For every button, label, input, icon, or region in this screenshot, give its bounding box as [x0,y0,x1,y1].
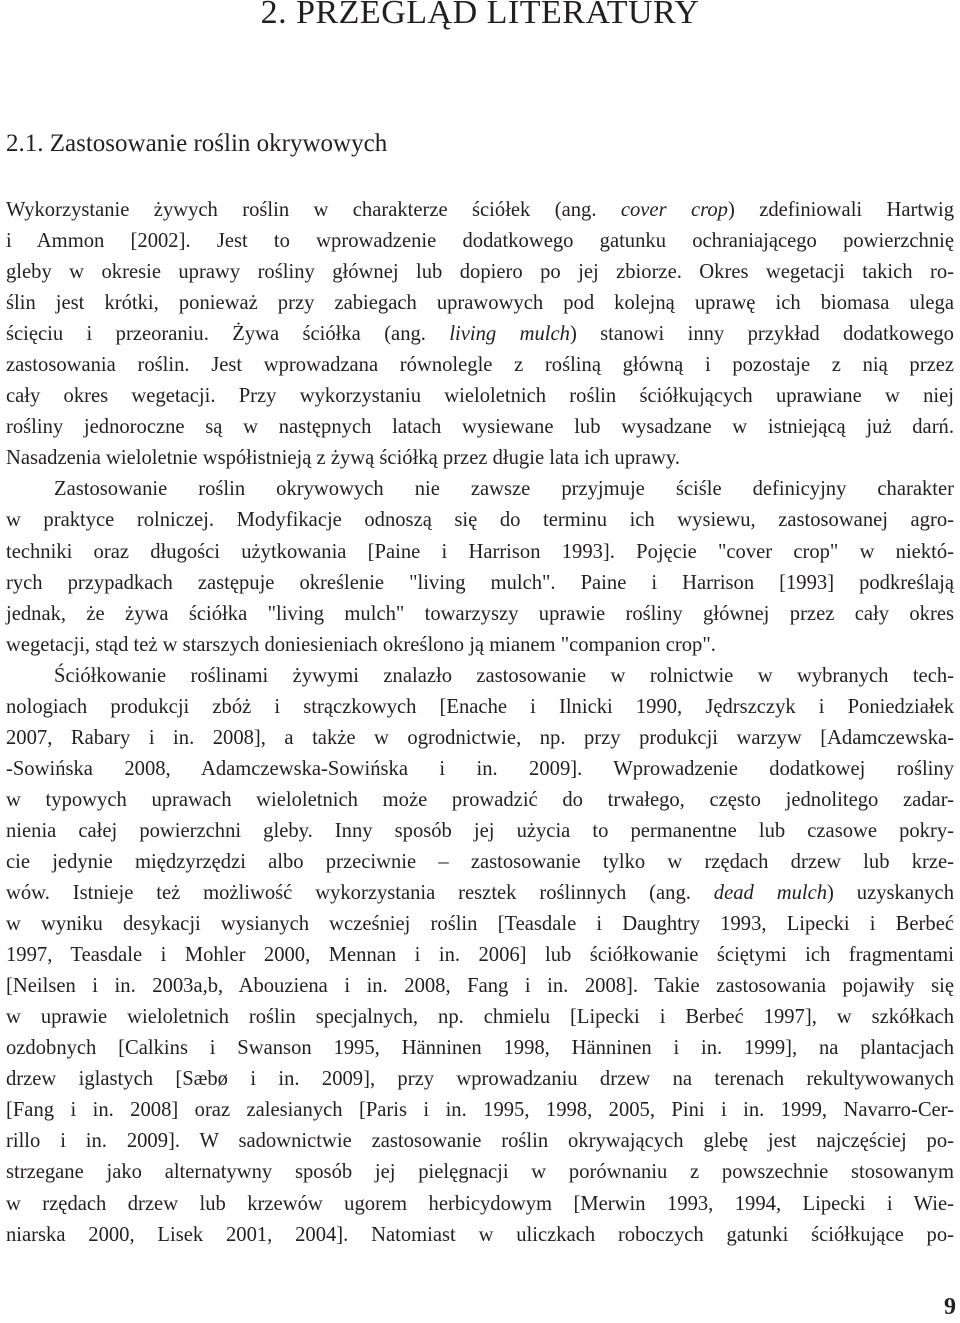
text-line: zastosowania roślin. Jest wprowadzana równolegle z rośliną główną i pozostaje z nią przez [6,354,954,377]
text-line: [Neilsen i in. 2003a,b, Abouziena i in. 2008, Fang i in. 2008]. Takie zastosowania pojawiły się [6,975,954,998]
text-line: -Sowińska 2008, Adamczewska-Sowińska i in. 2009]. Wprowadzenie dodatkowej rośliny [6,757,954,780]
text-line: ślin jest krótki, ponieważ przy zabiegach uprawowych pod kolejną uprawę ich biomasa ulega [6,292,954,315]
page-number: 9 [944,1294,956,1320]
text-line: i Ammon [2002]. Jest to wprowadzenie dodatkowego gatunku ochraniającego powierzchnię [6,230,954,253]
text-line: w typowych uprawach wieloletnich może prowadzić do trwałego, często jednolitego zadar- [6,788,954,811]
text-line: w praktyce rolniczej. Modyfikacje odnoszą się do terminu ich wysiewu, zastosowanej agro- [6,509,954,532]
text-line: drzew iglastych [Sæbø i in. 2009], przy wprowadzaniu drzew na terenach rekultywowanych [6,1068,954,1091]
text-line: w wyniku desykacji wysianych wcześniej roślin [Teasdale i Daughtry 1993, Lipecki i Berbeć [6,913,954,936]
text-line: ozdobnych [Calkins i Swanson 1995, Hänninen 1998, Hänninen i in. 1999], na plantacjach [6,1037,954,1060]
text-line: techniki oraz długości użytkowania [Paine i Harrison 1993]. Pojęcie "cover crop" w niektó- [6,540,954,563]
text-line: Zastosowanie roślin okrywowych nie zawsze przyjmuje ściśle definicyjny charakter [54,478,954,501]
text-line: gleby w okresie uprawy rośliny głównej lub dopiero po jej zbiorze. Okres wegetacji takich ro- [6,261,954,284]
text-line: 1997, Teasdale i Mohler 2000, Mennan i in. 2006] lub ściółkowanie ściętymi ich fragmentami [6,944,954,967]
text-line: rych przypadkach zastępuje określenie "living mulch". Paine i Harrison [1993] podkreślają [6,571,954,594]
text-line: cie jedynie międzyrzędzi albo przeciwnie – zastosowanie tylko w rzędach drzew lub krze- [6,850,954,873]
text-line: niarska 2000, Lisek 2001, 2004]. Natomiast w uliczkach roboczych gatunki ściółkujące po- [6,1223,954,1246]
text-line: w rzędach drzew lub krzewów ugorem herbicydowym [Merwin 1993, 1994, Lipecki i Wie- [6,1192,954,1215]
italic-term: cover crop [620,199,728,221]
chapter-title: 2. PRZEGLĄD LITERATURY [260,0,700,31]
text-line: rośliny jednoroczne są w następnych latach wysiewane lub wysadzane w istniejącą już darń. [6,416,954,439]
text-line: w uprawie wieloletnich roślin specjalnych, np. chmielu [Lipecki i Berbeć 1997], w szkółkach [6,1006,954,1029]
text-line: cały okres wegetacji. Przy wykorzystaniu wieloletnich roślin ściółkujących uprawiane w niej [6,385,954,408]
text-line: 2007, Rabary i in. 2008], a także w ogrodnictwie, np. przy produkcji warzyw [Adamczewska- [6,726,954,749]
italic-term: living mulch [449,323,570,346]
text-line: jednak, że żywa ściółka "living mulch" towarzyszy uprawie rośliny głównej przez cały okres [6,602,954,625]
text-line: nologiach produkcji zbóż i strączkowych [Enache i Ilnicki 1990, Jędrszczyk i Poniedziałek [6,695,954,718]
text-line: Nasadzenia wieloletnie współistnieją z żywą ściółką przez długie lata ich uprawy. [6,447,680,470]
text-line: wegetacji, stąd też w starszych doniesieniach określono ją mianem "companion crop". [6,633,716,656]
section-title: 2.1. Zastosowanie roślin okrywowych [6,130,388,157]
text-line: ścięciu i przeoraniu. Żywa ściółka (ang. living mulch) stanowi inny przykład dodatkowego [6,323,954,346]
text-line: [Fang i in. 2008] oraz zalesianych [Paris i in. 1995, 1998, 2005, Pini i in. 1999, Navarro-Cer- [6,1099,954,1122]
text-line: wów. Istnieje też możliwość wykorzystania resztek roślinnych (ang. dead mulch) uzyskanych [6,882,954,905]
text-line: Wykorzystanie żywych roślin w charakterze ściółek (ang. cover crop) zdefiniowali Hartwig [6,199,954,221]
text-line: Ściółkowanie roślinami żywymi znalazło zastosowanie w rolnictwie w wybranych tech- [54,664,954,687]
text-line: rillo i in. 2009]. W sadownictwie zastosowanie roślin okrywających glebę jest najczęściej po- [6,1130,954,1153]
body-text [6,195,954,1251]
italic-term: dead mulch [713,882,828,905]
text-line: strzegane jako alternatywny sposób jej pielęgnacji w porównaniu z powszechnie stosowanym [6,1161,954,1184]
text-line: nienia całej powierzchni gleby. Inny sposób jej użycia to permanentne lub czasowe pokry- [6,819,954,842]
